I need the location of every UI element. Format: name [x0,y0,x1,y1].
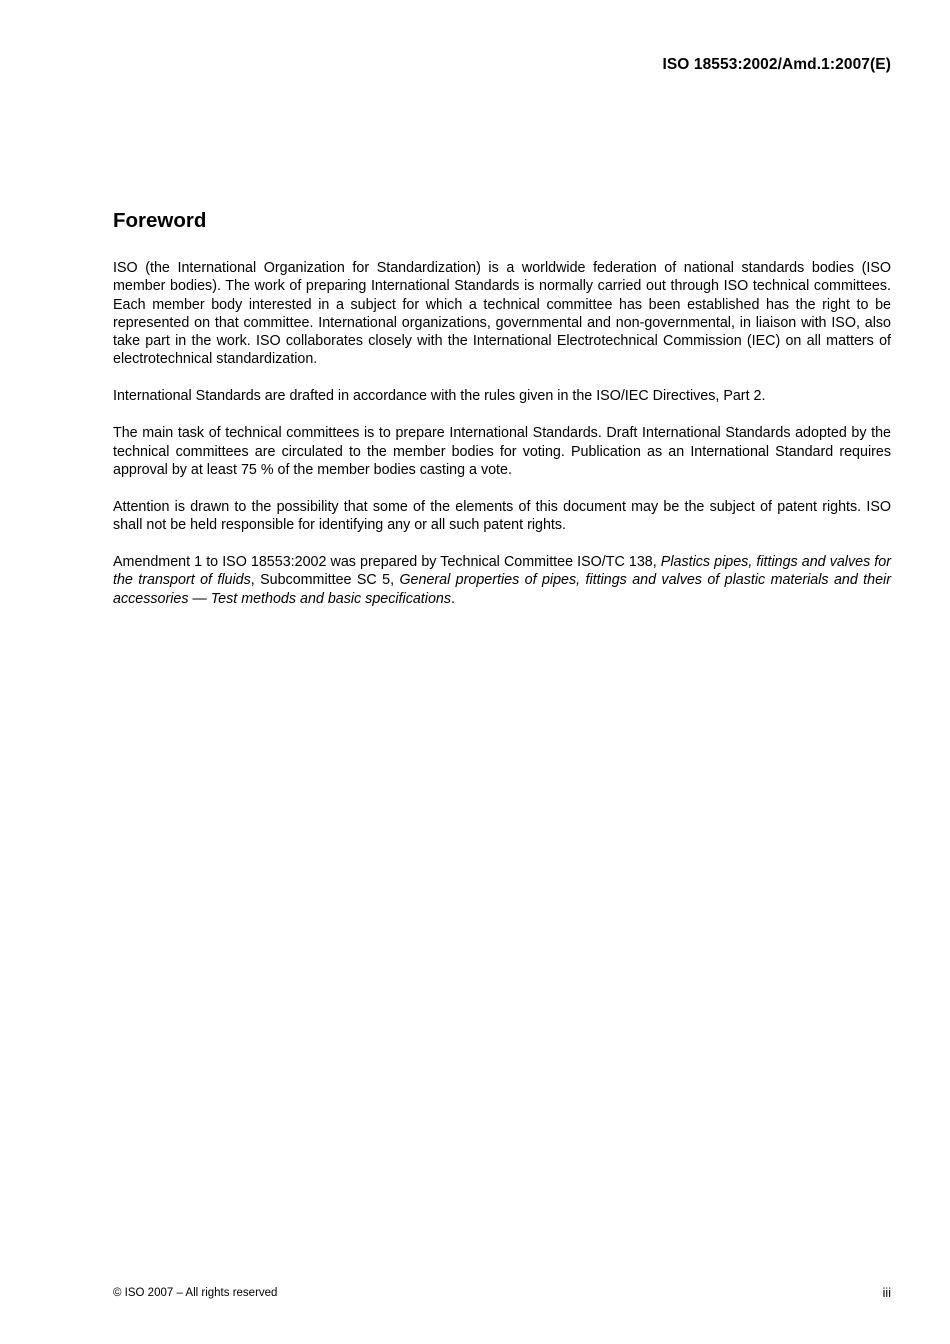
page-number: iii [882,1286,891,1300]
amendment-text-3: . [451,590,455,607]
subcommittee-title: General properties of pipes, fittings and valves of plastic materials and their accessories — Test methods and basic specifications [113,572,891,607]
paragraph-patent-rights: Attention is drawn to the possibility that some of the elements of this document may be the subject of patent rights. ISO shall not be held responsible for identifying any or all such patent rights. [113,498,891,534]
foreword-heading: Foreword [113,209,207,232]
document-id: ISO 18553:2002/Amd.1:2007(E) [662,56,891,73]
copyright-notice: © ISO 2007 – All rights reserved [113,1287,278,1299]
amendment-text-1: Amendment 1 to ISO 18553:2002 was prepared by Technical Committee ISO/TC 138, [113,553,661,570]
amendment-text-2: , Subcommittee SC 5, [250,572,400,589]
paragraph-directives: International Standards are drafted in accordance with the rules given in the ISO/IEC Directives, Part 2. [113,388,766,405]
paragraph-committee-task: The main task of technical committees is to prepare International Standards. Draft International Standards adopted by the technical committees are circulated to the member bodies for voting. Publication as an International Standard requires approval by at least 75 % of the member bodies casting a vote. [113,425,891,478]
paragraph-amendment [113,553,891,608]
committee-title: Plastics pipes, fittings and valves for the transport of fluids [113,553,891,589]
paragraph-iso-description: ISO (the International Organization for Standardization) is a worldwide federation of national standards bodies (ISO member bodies). The work of preparing International Standards is normally carried out through ISO technical committees. Each member body interested in a subject for which a technical committee has been established has the right to be represented on that committee. International organizations, governmental and non-governmental, in liaison with ISO, also take part in the work. ISO collaborates closely with the International Electrotechnical Commission (IEC) on all matters of electrotechnical standardization. [113,260,891,368]
foreword-body [113,259,891,626]
